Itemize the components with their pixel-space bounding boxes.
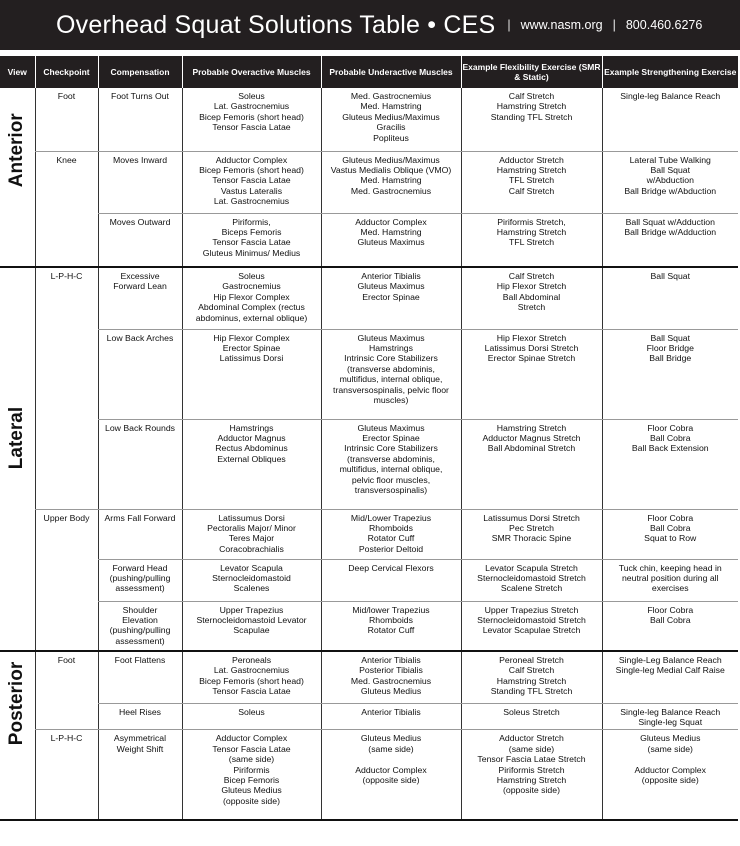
compensation-cell: [98, 419, 182, 509]
table-row: [0, 151, 738, 213]
cell-line: Hamstring Stretch: [496, 774, 567, 785]
view-cell: [0, 88, 35, 267]
cell-line: Med. Gastrocnemius: [350, 185, 432, 196]
cell-line: SMR Thoracic Spine: [491, 533, 572, 544]
view-label: Anterior: [6, 113, 28, 187]
table-row: [0, 88, 738, 151]
cell-line: Gluteus Medius: [360, 686, 422, 697]
column-header: Probable Underactive Muscles: [321, 56, 461, 88]
cell-line: Upper Trapezius: [219, 604, 284, 615]
view-label: Posterior: [6, 661, 28, 746]
underactive-cell: [321, 730, 461, 820]
flexibility-cell: [461, 213, 602, 267]
strengthening-cell: [602, 88, 738, 151]
cell-line: Moves Outward: [109, 216, 171, 227]
cell-line: Latissimus Dorsi: [219, 353, 284, 364]
strengthening-cell: [602, 730, 738, 820]
cell-line: neutral position during all: [621, 572, 719, 583]
cell-line: Rhomboids: [369, 522, 413, 533]
cell-line: Single-leg Balance Reach: [620, 91, 721, 101]
strengthening-cell: [602, 509, 738, 559]
cell-line: Soleus: [238, 271, 265, 281]
cell-line: Levator Scapula: [220, 562, 283, 573]
cell-line: Levator Scapulae Stretch: [482, 625, 581, 636]
cell-line: Ball Cobra: [649, 522, 691, 533]
cell-line: Pec Stretch: [509, 522, 554, 533]
cell-line: Ball Squat: [650, 164, 691, 175]
cell-line: Upper Trapezius Stretch: [484, 604, 579, 615]
overactive-cell: [182, 601, 321, 651]
cell-line: Tuck chin, keeping head in: [618, 562, 722, 573]
cell-line: Soleus Stretch: [503, 706, 560, 717]
cell-line: Low Back Rounds: [104, 422, 176, 433]
cell-line: Levator Scapula Stretch: [485, 562, 578, 573]
cell-line: Med. Hamstring: [360, 226, 422, 237]
flexibility-cell: [461, 267, 602, 329]
table-header-row: [0, 56, 738, 88]
cell-line: Coracobrachialis: [219, 543, 284, 554]
cell-line: (pushing/pulling: [109, 572, 171, 583]
cell-line: Calf Stretch: [508, 91, 555, 101]
cell-line: Stretch: [517, 302, 546, 313]
cell-line: Forward Head: [112, 562, 168, 573]
strengthening-cell: [602, 601, 738, 651]
cell-line: Ball Bridge: [649, 353, 692, 364]
compensation-cell: [98, 151, 182, 213]
cell-line: Piriformis,: [232, 216, 271, 227]
header-banner: [0, 0, 740, 50]
cell-line: Hip Flexor Complex: [213, 291, 290, 302]
cell-line: Adductor Magnus Stretch: [482, 432, 581, 443]
cell-line: Ball Cobra: [649, 614, 691, 625]
cell-line: Mid/lower Trapezius: [352, 604, 430, 615]
cell-line: Hip Flexor Stretch: [496, 332, 567, 343]
cell-line: (pushing/pulling: [109, 625, 171, 636]
cell-line: Erector Spinae Stretch: [487, 353, 576, 364]
cell-line: Gastrocnemius: [222, 281, 281, 292]
cell-line: Foot Turns Out: [111, 91, 169, 101]
cell-line: Sternocleidomastoid Levator: [196, 614, 307, 625]
overactive-cell: [182, 151, 321, 213]
cell-line: Ball Squat: [650, 271, 691, 281]
cell-line: Floor Bridge: [646, 342, 694, 353]
overactive-cell: [182, 213, 321, 267]
table-row: [0, 559, 738, 601]
cell-line: Calf Stretch: [508, 271, 555, 281]
cell-line: Ball Abdominal: [502, 291, 561, 302]
flexibility-cell: [461, 651, 602, 703]
cell-line: Standing TFL Stretch: [490, 686, 573, 697]
cell-line: Rectus Abdominus: [215, 443, 288, 454]
cell-line: (opposite side): [362, 774, 420, 785]
table-row: [0, 703, 738, 730]
cell-line: multifidus, internal oblique,: [339, 374, 443, 385]
column-header: Example Flexibility Exercise (SMR & Static): [461, 56, 602, 88]
cell-line: Piriformis: [233, 764, 270, 775]
cell-line: Lateral Tube Walking: [629, 154, 711, 165]
underactive-cell: [321, 601, 461, 651]
overactive-cell: [182, 651, 321, 703]
cell-line: Hamstrings: [369, 342, 413, 353]
compensation-cell: [98, 651, 182, 703]
cell-line: Rotator Cuff: [367, 625, 415, 636]
cell-line: (transverse abdominis,: [347, 363, 435, 374]
phone-number: 800.460.6276: [625, 18, 703, 32]
cell-line: abdominus, external oblique): [195, 312, 308, 323]
cell-line: Gluteus Maximus: [357, 332, 425, 343]
strengthening-cell: [602, 151, 738, 213]
compensation-cell: [98, 88, 182, 151]
cell-line: Erector Spinae: [362, 291, 420, 302]
strengthening-cell: [602, 559, 738, 601]
cell-line: Heel Rises: [118, 706, 161, 717]
cell-line: Rhomboids: [369, 614, 413, 625]
cell-line: Erector Spinae: [222, 342, 281, 353]
strengthening-cell: [602, 419, 738, 509]
cell-line: Rotator Cuff: [367, 533, 415, 544]
cell-line: (same side): [228, 754, 275, 765]
cell-line: Adductor Complex: [355, 216, 427, 227]
underactive-cell: [321, 509, 461, 559]
cell-line: Hamstring Stretch: [496, 226, 567, 237]
cell-line: Latissumus Dorsi Stretch: [483, 512, 580, 523]
cell-line: Hamstring Stretch: [496, 101, 567, 112]
cell-line: Adductor Complex: [215, 733, 288, 744]
cell-line: Weight Shift: [116, 743, 164, 754]
cell-line: Hip Flexor Stretch: [496, 281, 567, 292]
cell-line: Vastus Medialis Oblique (VMO): [330, 164, 452, 175]
cell-line: Soleus: [238, 706, 265, 717]
flexibility-cell: [461, 730, 602, 820]
cell-line: Biceps Femoris: [221, 226, 282, 237]
cell-line: Deep Cervical Flexors: [348, 562, 434, 573]
cell-line: transversospinalis, pelvic floor: [333, 384, 449, 395]
header-contact: [507, 18, 702, 32]
checkpoint-cell: L-P-H-C: [35, 730, 98, 820]
cell-line: Lat. Gastrocnemius: [213, 665, 290, 676]
cell-line: Anterior Tibialis: [361, 706, 421, 717]
underactive-cell: [321, 329, 461, 419]
cell-line: Scalenes: [233, 583, 270, 594]
overactive-cell: [182, 329, 321, 419]
table-row: [0, 329, 738, 419]
checkpoint-cell: Foot: [35, 651, 98, 730]
cell-line: Intrinsic Core Stabilizers: [344, 353, 438, 364]
underactive-cell: [321, 559, 461, 601]
cell-line: Gluteus Minimus/ Medius: [202, 247, 301, 258]
flexibility-cell: [461, 88, 602, 151]
cell-line: Gluteus Maximus: [357, 281, 425, 292]
cell-line: Med. Gastrocnemius: [350, 675, 432, 686]
flexibility-cell: [461, 419, 602, 509]
flexibility-cell: [461, 601, 602, 651]
flexibility-cell: [461, 509, 602, 559]
overactive-cell: [182, 509, 321, 559]
cell-line: Gluteus Medius: [221, 785, 282, 796]
cell-line: Ball Squat w/Adduction: [625, 216, 715, 227]
cell-line: Vastus Lateralis: [220, 185, 283, 196]
cell-line: Med. Hamstring: [360, 175, 422, 186]
underactive-cell: [321, 651, 461, 703]
cell-line: Tensor Fascia Latae: [212, 122, 291, 133]
underactive-cell: [321, 151, 461, 213]
cell-line: Low Back Arches: [106, 332, 174, 343]
column-header: Checkpoint: [35, 56, 98, 88]
cell-line: Ball Bridge w/Abduction: [624, 185, 717, 196]
cell-line: Bicep Femoris: [223, 774, 280, 785]
cell-line: Moves Inward: [112, 154, 168, 165]
cell-line: Adductor Magnus: [217, 432, 286, 443]
cell-line: Single-Leg Balance Reach: [618, 655, 722, 665]
website-link[interactable]: www.nasm.org: [520, 18, 603, 32]
compensation-cell: [98, 509, 182, 559]
checkpoint-cell: Knee: [35, 151, 98, 267]
cell-line: Foot Flattens: [114, 655, 166, 665]
view-cell: [0, 267, 35, 651]
compensation-cell: [98, 601, 182, 651]
cell-line: Lat. Gastrocnemius: [213, 101, 290, 112]
cell-line: Latissumus Dorsi: [218, 512, 285, 523]
cell-line: Anterior Tibialis: [361, 655, 421, 665]
cell-line: Tensor Fascia Latae: [212, 237, 291, 248]
cell-line: Sternocleidomastoid Stretch: [477, 572, 586, 583]
cell-line: Gluteus Medius/Maximus: [342, 111, 440, 122]
cell-line: Sternocleidomastoid Stretch: [477, 614, 586, 625]
underactive-cell: [321, 419, 461, 509]
cell-line: Single-leg Medial Calf Raise: [615, 665, 725, 676]
compensation-cell: [98, 730, 182, 820]
cell-line: Sternocleidomastoid: [212, 572, 291, 583]
cell-line: Forward Lean: [113, 281, 167, 292]
cell-line: Floor Cobra: [647, 604, 694, 615]
cell-line: [324, 754, 459, 764]
cell-line: Soleus: [238, 91, 265, 101]
column-header: Probable Overactive Muscles: [182, 56, 321, 88]
cell-line: Lat. Gastrocnemius: [213, 196, 290, 207]
cell-line: Teres Major: [228, 533, 275, 544]
table-row: [0, 509, 738, 559]
overactive-cell: [182, 559, 321, 601]
table-row: [0, 419, 738, 509]
cell-line: TFL Stretch: [508, 237, 555, 248]
strengthening-cell: [602, 329, 738, 419]
cell-line: Floor Cobra: [647, 422, 694, 433]
cell-line: Shoulder: [122, 604, 158, 615]
cell-line: (same side): [508, 743, 555, 754]
strengthening-cell: [602, 703, 738, 730]
cell-line: Gluteus Medius/Maximus: [342, 154, 440, 165]
cell-line: multifidus, internal oblique,: [339, 464, 443, 475]
strengthening-cell: [602, 213, 738, 267]
cell-line: Mid/Lower Trapezius: [350, 512, 432, 523]
underactive-cell: [321, 267, 461, 329]
underactive-cell: [321, 213, 461, 267]
cell-line: Ball Back Extension: [631, 443, 709, 454]
underactive-cell: [321, 703, 461, 730]
cell-line: Latissimus Dorsi Stretch: [484, 342, 579, 353]
table-row: [0, 601, 738, 651]
cell-line: Peroneal Stretch: [499, 655, 564, 665]
view-label: Lateral: [6, 406, 28, 469]
cell-line: Hamstring Stretch: [496, 422, 567, 433]
cell-line: Erector Spinae: [362, 432, 420, 443]
underactive-cell: [321, 88, 461, 151]
cell-line: Piriformis Stretch: [498, 764, 565, 775]
strengthening-cell: [602, 651, 738, 703]
cell-line: Med. Hamstring: [360, 101, 422, 112]
header-separator: |: [612, 18, 616, 32]
cell-line: Standing TFL Stretch: [490, 111, 573, 122]
compensation-cell: [98, 213, 182, 267]
cell-line: Posterior Tibialis: [359, 665, 423, 676]
cell-line: Gluteus Medius: [360, 733, 422, 744]
cell-line: Adductor Complex: [215, 154, 288, 165]
cell-line: Squat to Row: [644, 533, 697, 544]
cell-line: transversospinalis): [354, 484, 428, 495]
cell-line: Ball Bridge w/Adduction: [624, 226, 717, 237]
cell-line: Piriformis Stretch,: [497, 216, 566, 227]
cell-line: assessment): [115, 635, 165, 646]
cell-line: Posterior Deltoid: [358, 543, 424, 554]
overactive-cell: [182, 88, 321, 151]
cell-line: Tensor Fascia Latae: [212, 686, 291, 697]
compensation-cell: [98, 703, 182, 730]
cell-line: Gluteus Medius: [640, 733, 701, 744]
cell-line: assessment): [115, 583, 165, 594]
cell-line: (opposite side): [223, 795, 280, 806]
cell-line: Tensor Fascia Latae: [212, 743, 291, 754]
cell-line: Elevation: [122, 614, 158, 625]
cell-line: [605, 754, 737, 764]
cell-line: Adductor Stretch: [499, 154, 564, 165]
cell-line: Floor Cobra: [647, 512, 694, 523]
cell-line: Gluteus Maximus: [357, 422, 425, 433]
flexibility-cell: [461, 703, 602, 730]
cell-line: Adductor Complex: [634, 764, 706, 775]
column-header: Compensation: [98, 56, 182, 88]
cell-line: Bicep Femoris (short head): [199, 675, 304, 686]
compensation-cell: [98, 267, 182, 329]
cell-line: Tensor Fascia Latae Stretch: [477, 754, 586, 765]
overactive-cell: [182, 267, 321, 329]
cell-line: Gluteus Maximus: [357, 237, 425, 248]
overactive-cell: [182, 419, 321, 509]
cell-line: (opposite side): [503, 785, 560, 796]
cell-line: (same side): [647, 743, 693, 754]
header-separator: |: [507, 18, 511, 32]
cell-line: Abdominal Complex (rectus: [198, 302, 305, 313]
cell-line: Hip Flexor Complex: [213, 332, 290, 343]
solutions-table: [0, 56, 738, 821]
cell-line: Bicep Femoris (short head): [199, 111, 304, 122]
cell-line: Scalene Stretch: [500, 583, 563, 594]
cell-line: (opposite side): [641, 774, 699, 785]
cell-line: Single-leg Balance Reach: [620, 706, 721, 717]
cell-line: (same side): [368, 743, 414, 754]
view-cell: [0, 651, 35, 820]
cell-line: TFL Stretch: [508, 175, 555, 186]
column-header: View: [0, 56, 35, 88]
cell-line: Pectoralis Major/ Minor: [207, 522, 296, 533]
table-row: [0, 213, 738, 267]
cell-line: Calf Stretch: [508, 185, 555, 196]
cell-line: Ball Squat: [650, 332, 691, 343]
flexibility-cell: [461, 559, 602, 601]
cell-line: Excessive: [120, 271, 160, 281]
cell-line: Hamstring Stretch: [496, 164, 567, 175]
flexibility-cell: [461, 329, 602, 419]
column-header: Example Strengthening Exercise: [602, 56, 738, 88]
table-row: [0, 730, 738, 820]
cell-line: muscles): [373, 394, 409, 405]
cell-line: Ball Cobra: [649, 432, 691, 443]
cell-line: Arms Fall Forward: [104, 512, 176, 523]
cell-line: pelvic floor muscles,: [351, 474, 431, 485]
cell-line: Intrinsic Core Stabilizers: [344, 443, 438, 454]
compensation-cell: [98, 329, 182, 419]
cell-line: Ball Abdominal Stretch: [487, 443, 576, 454]
overactive-cell: [182, 730, 321, 820]
cell-line: Scapulae: [233, 625, 270, 636]
cell-line: Asymmetrical: [113, 733, 167, 744]
flexibility-cell: [461, 151, 602, 213]
checkpoint-cell: L-P-H-C: [35, 267, 98, 509]
cell-line: Hamstrings: [229, 422, 274, 433]
compensation-cell: [98, 559, 182, 601]
cell-line: w/Abduction: [646, 175, 694, 186]
cell-line: Tensor Fascia Latae: [212, 175, 291, 186]
cell-line: Med. Gastrocnemius: [350, 91, 432, 101]
cell-line: Anterior Tibialis: [361, 271, 421, 281]
cell-line: (transverse abdominis,: [347, 453, 435, 464]
checkpoint-cell: Upper Body: [35, 509, 98, 651]
cell-line: Hamstring Stretch: [496, 675, 567, 686]
cell-line: Gracilis: [376, 122, 406, 133]
strengthening-cell: [602, 267, 738, 329]
cell-line: Popliteus: [373, 132, 409, 143]
cell-line: Calf Stretch: [508, 665, 555, 676]
page-title: Overhead Squat Solutions Table • CES: [56, 10, 496, 39]
table-row: [0, 267, 738, 329]
cell-line: Adductor Stretch: [499, 733, 564, 744]
checkpoint-cell: Foot: [35, 88, 98, 151]
cell-line: External Obliques: [217, 453, 286, 464]
overactive-cell: [182, 703, 321, 730]
cell-line: Peroneals: [231, 655, 272, 665]
cell-line: Adductor Complex: [355, 764, 427, 775]
table-row: [0, 651, 738, 703]
cell-line: exercises: [651, 583, 689, 594]
cell-line: Single-leg Squat: [638, 716, 703, 727]
cell-line: Bicep Femoris (short head): [199, 164, 304, 175]
